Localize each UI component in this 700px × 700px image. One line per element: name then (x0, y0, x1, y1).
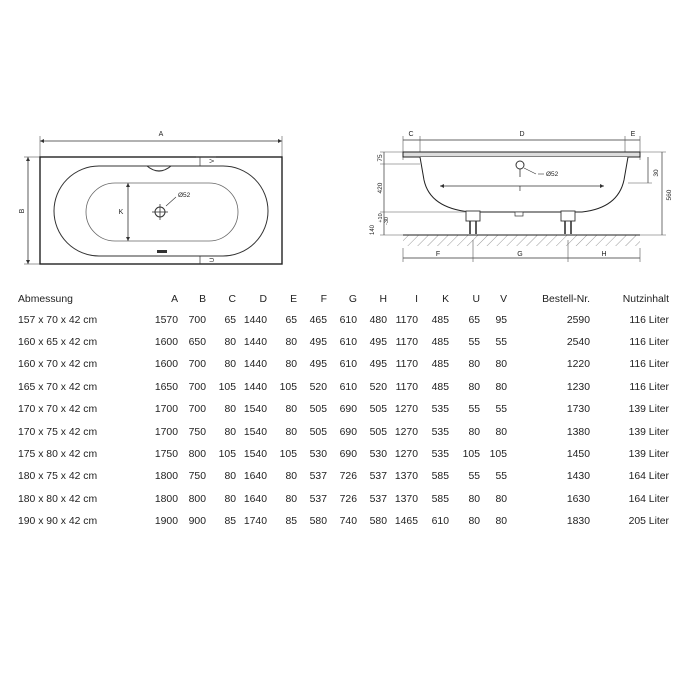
col-header-f: F (320, 293, 327, 305)
label-140: 140 (370, 224, 376, 236)
cell-value: 65 (285, 314, 297, 326)
cell-value: 164 Liter (628, 493, 669, 505)
cell-value: 1430 (566, 471, 590, 483)
label-f: F (435, 251, 441, 258)
side-view-drawing (370, 131, 673, 262)
cell-value: 80 (468, 516, 480, 528)
table-body (18, 309, 669, 533)
cell-value: 80 (285, 404, 297, 416)
cell-value: 1800 (154, 471, 178, 483)
cell-value: 80 (285, 426, 297, 438)
cell-value: 740 (339, 516, 357, 528)
cell-value: 1640 (243, 493, 267, 505)
cell-value: 55 (468, 404, 480, 416)
cell-value: 55 (495, 337, 507, 349)
cell-value: 1900 (154, 516, 178, 528)
label-minus30: -30 (384, 217, 390, 225)
cell-value: 537 (369, 493, 387, 505)
label-g: G (517, 251, 523, 258)
side-rim (403, 152, 640, 157)
cell-value: 485 (431, 337, 449, 349)
right-foot (561, 211, 575, 234)
label-k: K (118, 209, 124, 216)
cell-value: 105 (279, 381, 297, 393)
table-row (18, 376, 669, 398)
cell-value: 1220 (566, 359, 590, 371)
cell-value: 139 Liter (628, 449, 669, 461)
cell-value: 80 (495, 381, 507, 393)
col-header-v: V (500, 293, 507, 305)
cell-value: 1170 (395, 359, 418, 371)
cell-value: 80 (224, 404, 236, 416)
col-header-bestell-nr: Bestell-Nr. (542, 293, 590, 305)
cell-value: 2590 (566, 314, 590, 326)
label-a: A (158, 131, 164, 138)
label-plus10: +10 (378, 213, 384, 223)
cell-value: 650 (188, 337, 206, 349)
cell-value: 505 (369, 404, 387, 416)
cell-dimension: 180 x 80 x 42 cm (18, 493, 98, 505)
table-row (18, 488, 669, 510)
cell-value: 80 (495, 426, 507, 438)
label-e: E (630, 131, 636, 138)
cell-dimension: 175 x 80 x 42 cm (18, 449, 98, 461)
cell-dimension: 180 x 75 x 42 cm (18, 471, 98, 483)
technical-drawings (0, 0, 700, 285)
cell-value: 726 (339, 471, 357, 483)
cell-value: 800 (188, 449, 206, 461)
col-header-i: I (415, 293, 418, 305)
floor-hatch (403, 235, 640, 246)
cell-value: 1700 (154, 404, 178, 416)
cell-value: 535 (431, 404, 449, 416)
cell-value: 700 (188, 404, 206, 416)
cell-value: 1170 (395, 314, 418, 326)
cell-value: 105 (279, 449, 297, 461)
cell-value: 1440 (243, 381, 267, 393)
cell-value: 495 (369, 359, 387, 371)
table-row (18, 443, 669, 465)
left-foot (466, 211, 480, 234)
cell-dimension: 170 x 70 x 42 cm (18, 404, 98, 416)
label-30: 30 (653, 169, 660, 177)
col-header-abmessung: Abmessung (18, 293, 73, 305)
cell-value: 1440 (243, 359, 267, 371)
cell-value: 495 (369, 337, 387, 349)
label-420: 420 (377, 182, 384, 194)
table-row (18, 466, 669, 488)
cell-value: 1170 (395, 381, 418, 393)
cell-value: 55 (468, 471, 480, 483)
table-row (18, 399, 669, 421)
cell-value: 1640 (243, 471, 267, 483)
top-view-drawing (19, 131, 282, 264)
cell-value: 1270 (394, 426, 418, 438)
cell-value: 1450 (566, 449, 590, 461)
cell-value: 690 (339, 449, 357, 461)
label-75: 75 (377, 154, 384, 162)
col-header-u: U (472, 293, 480, 305)
cell-value: 105 (489, 449, 507, 461)
cell-value: 485 (431, 314, 449, 326)
cell-value: 1465 (394, 516, 418, 528)
label-u: U (210, 257, 216, 263)
label-c: C (408, 131, 414, 138)
cell-value: 537 (309, 471, 327, 483)
col-header-h: H (379, 293, 387, 305)
cell-value: 610 (339, 359, 357, 371)
bottom-marker (157, 250, 167, 253)
cell-value: 610 (431, 516, 449, 528)
cell-value: 535 (431, 426, 449, 438)
label-drain-top: Ø52 (178, 192, 191, 199)
cell-value: 1650 (154, 381, 178, 393)
cell-value: 485 (431, 359, 449, 371)
cell-value: 485 (431, 381, 449, 393)
table-row (18, 309, 669, 331)
cell-value: 1540 (243, 426, 267, 438)
col-header-nutzinhalt: Nutzinhalt (622, 293, 669, 305)
cell-value: 116 Liter (629, 359, 669, 371)
cell-value: 65 (224, 314, 236, 326)
cell-value: 1750 (154, 449, 178, 461)
cell-value: 1800 (154, 493, 178, 505)
cell-value: 530 (369, 449, 387, 461)
cell-value: 139 Liter (628, 404, 669, 416)
cell-value: 530 (309, 449, 327, 461)
label-d: D (519, 131, 525, 138)
cell-value: 480 (369, 314, 387, 326)
cell-value: 105 (462, 449, 480, 461)
cell-value: 610 (339, 314, 357, 326)
cell-value: 116 Liter (629, 381, 669, 393)
cell-value: 505 (369, 426, 387, 438)
label-560: 560 (666, 189, 673, 201)
cell-value: 55 (468, 337, 480, 349)
cell-value: 537 (309, 493, 327, 505)
cell-value: 1700 (154, 426, 178, 438)
cell-value: 535 (431, 449, 449, 461)
cell-value: 726 (339, 493, 357, 505)
cell-value: 80 (285, 337, 297, 349)
cell-value: 80 (468, 426, 480, 438)
cell-value: 85 (224, 516, 236, 528)
table-row (18, 331, 669, 353)
cell-value: 116 Liter (629, 337, 669, 349)
cell-dimension: 157 x 70 x 42 cm (18, 314, 98, 326)
cell-value: 80 (468, 493, 480, 505)
cell-value: 690 (339, 404, 357, 416)
label-b: B (19, 208, 26, 214)
cell-value: 585 (431, 471, 449, 483)
cell-value: 1440 (243, 314, 267, 326)
table-row (18, 354, 669, 376)
cell-value: 55 (495, 471, 507, 483)
cell-value: 520 (369, 381, 387, 393)
cell-value: 139 Liter (628, 426, 669, 438)
cell-value: 505 (309, 404, 327, 416)
cell-value: 80 (495, 359, 507, 371)
col-header-d: D (259, 293, 267, 305)
cell-value: 1570 (154, 314, 178, 326)
cell-value: 1600 (154, 359, 178, 371)
cell-value: 610 (339, 337, 357, 349)
cell-value: 80 (468, 381, 480, 393)
cell-value: 700 (188, 314, 206, 326)
label-v: V (210, 158, 216, 164)
cell-value: 2540 (566, 337, 590, 349)
cell-dimension: 170 x 75 x 42 cm (18, 426, 98, 438)
cell-dimension: 160 x 70 x 42 cm (18, 359, 98, 371)
cell-dimension: 160 x 65 x 42 cm (18, 337, 98, 349)
cell-value: 1380 (566, 426, 590, 438)
cell-value: 800 (188, 493, 206, 505)
cell-value: 80 (495, 516, 507, 528)
cell-value: 80 (285, 471, 297, 483)
cell-value: 1730 (566, 404, 590, 416)
cell-value: 580 (309, 516, 327, 528)
label-i: I (519, 186, 521, 193)
cell-value: 80 (495, 493, 507, 505)
cell-value: 580 (369, 516, 387, 528)
table-row (18, 511, 669, 533)
label-h: H (601, 251, 607, 258)
cell-value: 55 (495, 404, 507, 416)
cell-value: 1370 (394, 471, 418, 483)
drain-pipe (515, 212, 523, 216)
cell-dimension: 190 x 90 x 42 cm (18, 516, 98, 528)
cell-value: 690 (339, 426, 357, 438)
cell-value: 1230 (566, 381, 590, 393)
cell-dimension: 165 x 70 x 42 cm (18, 381, 98, 393)
cell-value: 1440 (243, 337, 267, 349)
cell-value: 1540 (243, 449, 267, 461)
cell-value: 116 Liter (629, 314, 669, 326)
cell-value: 700 (188, 359, 206, 371)
cell-value: 1630 (566, 493, 590, 505)
cell-value: 1740 (243, 516, 267, 528)
cell-value: 750 (188, 426, 206, 438)
cell-value: 80 (224, 471, 236, 483)
col-header-a: A (171, 293, 178, 305)
cell-value: 80 (468, 359, 480, 371)
cell-value: 164 Liter (628, 471, 669, 483)
cell-value: 80 (224, 359, 236, 371)
cell-value: 1170 (395, 337, 418, 349)
cell-value: 80 (285, 359, 297, 371)
dimension-table (18, 289, 669, 533)
side-drain-icon (516, 161, 524, 169)
cell-value: 1600 (154, 337, 178, 349)
table-row (18, 421, 669, 443)
cell-value: 537 (369, 471, 387, 483)
cell-value: 95 (495, 314, 507, 326)
col-header-c: C (228, 293, 236, 305)
cell-value: 1370 (394, 493, 418, 505)
cell-value: 750 (188, 471, 206, 483)
cell-value: 105 (218, 381, 236, 393)
cell-value: 1270 (394, 449, 418, 461)
col-header-g: G (348, 293, 357, 305)
col-header-e: E (290, 293, 297, 305)
cell-value: 495 (309, 337, 327, 349)
cell-value: 80 (224, 337, 236, 349)
cell-value: 520 (309, 381, 327, 393)
table-header (18, 289, 669, 309)
cell-value: 105 (218, 449, 236, 461)
cell-value: 495 (309, 359, 327, 371)
cell-value: 505 (309, 426, 327, 438)
label-drain-side: Ø52 (546, 171, 559, 178)
cell-value: 610 (339, 381, 357, 393)
cell-value: 900 (188, 516, 206, 528)
cell-value: 85 (285, 516, 297, 528)
cell-value: 465 (309, 314, 327, 326)
col-header-b: B (199, 293, 206, 305)
cell-value: 1270 (394, 404, 418, 416)
cell-value: 80 (224, 493, 236, 505)
col-header-k: K (442, 293, 449, 305)
cell-value: 80 (224, 426, 236, 438)
cell-value: 205 Liter (628, 516, 669, 528)
cell-value: 1540 (243, 404, 267, 416)
table-header-row (18, 289, 669, 309)
cell-value: 700 (188, 381, 206, 393)
cell-value: 1830 (566, 516, 590, 528)
cell-value: 65 (468, 314, 480, 326)
cell-value: 80 (285, 493, 297, 505)
cell-value: 585 (431, 493, 449, 505)
